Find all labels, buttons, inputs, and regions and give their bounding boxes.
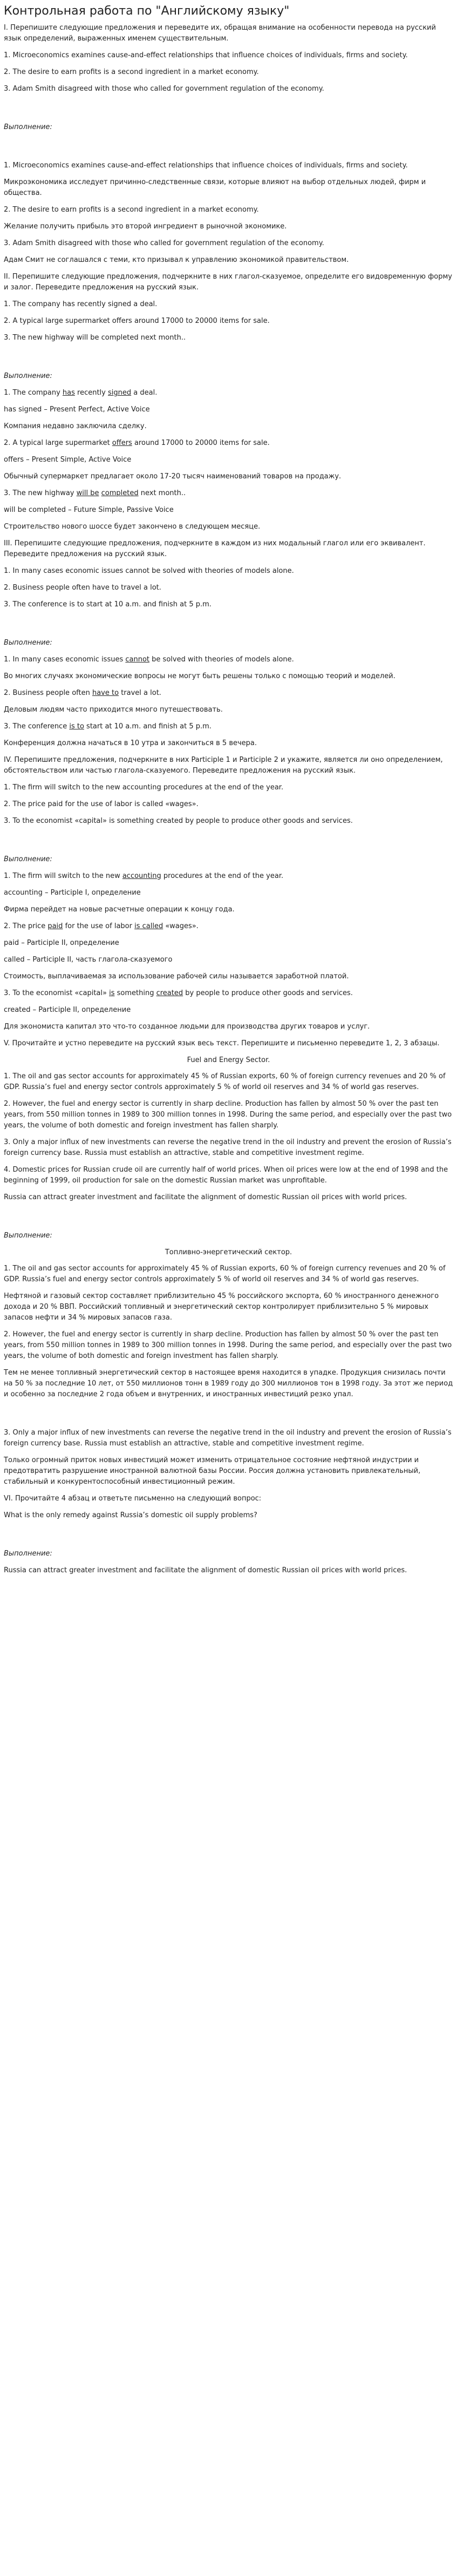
task-3-translation-3: Конференция должна начаться в 10 утра и закончиться в 5 вечера. — [4, 739, 257, 747]
text-paragraph-4: 4. Domestic prices for Russian crude oil are currently half of world prices. When oil prices were low at the end of 1998 and the beginning of 1999, oil production for sale on the domestic Russian market was unprofitable. — [4, 1166, 448, 1185]
text-title: Fuel and Energy Sector. — [187, 1056, 270, 1064]
text-paragraph-1: 1. The oil and gas sector accounts for approximately 45 % of Russian exports, 60 % of foreign currency revenues and 20 % of GDP. Russia’s fuel and energy sector controls approximately 5 % of world oil reserves and 34 % of world gas reserves. — [4, 1072, 446, 1091]
text: recently — [74, 389, 108, 397]
text: something — [114, 989, 156, 997]
task-2-sentence-1: 1. The company has recently signed a deal. — [4, 300, 158, 308]
underlined-verb: completed — [101, 489, 139, 497]
text: 1. The firm will switch to the new — [4, 872, 122, 880]
task-1-sentence-1: 1. Microeconomics examines cause-and-effect relationships that influence choices of individuals, firms and society. — [4, 51, 408, 59]
underlined-participle: is called — [134, 922, 163, 930]
task-6-answer: Russia can attract greater investment and facilitate the alignment of domestic Russian oil prices with world prices. — [4, 1566, 407, 1574]
task-2-translation-1: Компания недавно заключила сделку. — [4, 422, 147, 430]
text: 3. The new highway — [4, 489, 77, 497]
solution-label: Выполнение: — [4, 1550, 52, 1558]
solution-label: Выполнение: — [4, 123, 52, 131]
text: procedures at the end of the year. — [161, 872, 284, 880]
text: 3. To the economist «capital» — [4, 989, 110, 997]
text: for the use of labor — [63, 922, 135, 930]
underlined-modal: cannot — [125, 655, 150, 664]
underlined-participle: accounting — [122, 872, 161, 880]
text: 3. The conference — [4, 722, 70, 731]
task-5-instruction: V. Прочитайте и устно переведите на русский язык весь текст. Перепишите и письменно переведите 1, 2, 3 абзацы. — [4, 1039, 440, 1047]
task-4-answer-3 — [4, 988, 453, 999]
text: around 17000 to 20000 items for sale. — [132, 439, 270, 447]
solution-label: Выполнение: — [4, 855, 52, 863]
solution-label: Выполнение: — [4, 639, 52, 647]
task-4-sentence-1: 1. The firm will switch to the new accounting procedures at the end of the year. — [4, 783, 284, 792]
task-4-form-2a: paid – Participle II, определение — [4, 939, 119, 947]
task-1-sentence-2: 2. The desire to earn profits is a second ingredient in a market economy. — [4, 68, 259, 76]
task-2-form-1: has signed – Present Perfect, Active Voice — [4, 405, 150, 414]
spacer — [4, 139, 453, 160]
task-2-form-3: will be completed – Future Simple, Passive Voice — [4, 506, 174, 514]
task-1-translation-3: Адам Смит не соглашался с теми, кто призывал к управлению экономикой правительством. — [4, 256, 349, 264]
task-5-translation-3: Только огромный приток новых инвестиций может изменить отрицательное состояние нефтяной индустрии и предотвратить разрушение иностранной валютной базы России. Россия должна установить привлекательный, стабильный и конкурентоспособный инвестиционный режим. — [4, 1456, 421, 1486]
task-5-translation-2: Тем не менее топливный энергетический сектор в настоящее время находится в упадке. Продукция снизилась почти на 50 % за последние 10 лет, от 550 миллионов тонн в 1989 году до 300 миллионов тон в 1998 году. За этот же период и особенно за последние 2 года объем и внутренних, и иностранных инвестиций резко упал. — [4, 1369, 453, 1398]
task-3-answer-2 — [4, 688, 453, 699]
task-2-instruction: II. Перепишите следующие предложения, подчеркните в них глагол-сказуемое, определите его видовременную форму и залог. Переведите предложения на русский язык. — [4, 273, 452, 292]
task-5-original-1: 1. The oil and gas sector accounts for approximately 45 % of Russian exports, 60 % of foreign currency revenues and 20 % of GDP. Russia’s fuel and energy sector controls approximately 5 % of world oil reserves and 34 % of world gas reserves. — [4, 1265, 446, 1283]
text-paragraph-5: Russia can attract greater investment and facilitate the alignment of domestic Russian oil prices with world prices. — [4, 1193, 407, 1201]
solution-label: Выполнение: — [4, 1232, 52, 1240]
task-6-question: What is the only remedy against Russia’s domestic oil supply problems? — [4, 1511, 257, 1519]
task-4-sentence-2: 2. The price paid for the use of labor is called «wages». — [4, 800, 199, 808]
spacer — [4, 100, 453, 122]
text: by people to produce other goods and services. — [183, 989, 353, 997]
underlined-participle: paid — [47, 922, 63, 930]
task-3-sentence-1: 1. In many cases economic issues cannot be solved with theories of models alone. — [4, 567, 294, 575]
task-3-sentence-3: 3. The conference is to start at 10 a.m. and finish at 5 p.m. — [4, 600, 212, 608]
task-4-answer-2 — [4, 921, 453, 932]
task-4-instruction: IV. Перепишите предложения, подчеркните в них Participle 1 и Participle 2 и укажите, является ли оно определением, обстоятельством или частью глагола-сказуемого. Переведите предложения на русский язык. — [4, 756, 443, 775]
task-3-translation-1: Во многих случаях экономические вопросы не могут быть решены только с помощью теорий и моделей. — [4, 672, 395, 680]
task-1-answer-2: 2. The desire to earn profits is a second ingredient in a market economy. — [4, 206, 259, 214]
text: 1. In many cases economic issues — [4, 655, 126, 664]
page-title: Контрольная работа по "Английскому языку" — [4, 4, 290, 18]
task-4-form-3: created – Participle II, определение — [4, 1006, 131, 1014]
text: be solved with theories of models alone. — [149, 655, 294, 664]
task-6-instruction: VI. Прочитайте 4 абзац и ответьте письменно на следующий вопрос: — [4, 1495, 262, 1503]
task-2-translation-2: Обычный супермаркет предлагает около 17-20 тысяч наименований товаров на продажу. — [4, 472, 342, 481]
task-3-instruction: III. Перепишите следующие предложения, подчеркните в каждом из них модальный глагол или его эквивалент. Переведите предложения на русский язык. — [4, 539, 426, 558]
task-4-answer-1 — [4, 871, 453, 882]
spacer — [4, 833, 453, 854]
task-2-answer-3 — [4, 488, 453, 499]
text: 2. Business people often — [4, 689, 92, 697]
underlined-modal: is to — [69, 722, 84, 731]
task-3-answer-1 — [4, 654, 453, 665]
underlined-verb: offers — [112, 439, 132, 447]
task-4-form-2b: called – Participle II, часть глагола-сказуемого — [4, 956, 173, 964]
task-1-translation-2: Желание получить прибыль это второй ингредиент в рыночной экономике. — [4, 222, 287, 231]
text: «wages». — [163, 922, 199, 930]
task-2-answer-1 — [4, 388, 453, 398]
task-2-answer-2 — [4, 438, 453, 449]
underlined-verb: signed — [108, 389, 132, 397]
task-3-answer-3 — [4, 721, 453, 732]
task-1-sentence-3: 3. Adam Smith disagreed with those who called for government regulation of the economy. — [4, 85, 324, 93]
task-5-original-3: 3. Only a major influx of new investments can reverse the negative trend in the oil industry and prevent the erosion of Russia’s foreign currency base. Russia must establish an attractive, stable and competitive investment regime. — [4, 1429, 452, 1448]
underlined-verb: is — [109, 989, 115, 997]
spacer — [4, 616, 453, 638]
spacer — [4, 349, 453, 371]
underlined-modal: have to — [92, 689, 119, 697]
task-3-translation-2: Деловым людям часто приходится много путешествовать. — [4, 706, 223, 714]
task-4-form-1: accounting – Participle I, определение — [4, 889, 141, 897]
task-5-translation-1: Нефтяной и газовый сектор составляет приблизительно 45 % российского экспорта, 60 % иностранного денежного дохода и 20 % ВВП. Российский топливный и энергетический сектор контролирует приблизительно 5 % мировых запасов нефти и 34 % мировых запасов газа. — [4, 1292, 439, 1322]
task-1-instruction: I. Перепишите следующие предложения и переведите их, обращая внимание на особенности перевода на русский язык определений, выраженных именем существительным. — [4, 24, 436, 43]
task-4-translation-3: Для экономиста капитал это что-то созданное людьми для производства других товаров и услуг. — [4, 1023, 370, 1031]
text: 2. The price — [4, 922, 48, 930]
task-4-sentence-3: 3. To the economist «capital» is something created by people to produce other goods and services. — [4, 817, 353, 825]
text: next month.. — [138, 489, 186, 497]
underlined-participle: created — [156, 989, 183, 997]
text: start at 10 a.m. and finish at 5 p.m. — [84, 722, 212, 731]
text: 2. A typical large supermarket — [4, 439, 112, 447]
task-3-sentence-2: 2. Business people often have to travel a lot. — [4, 584, 161, 592]
underlined-verb: has — [62, 389, 75, 397]
text-paragraph-3: 3. Only a major influx of new investments can reverse the negative trend in the oil industry and prevent the erosion of Russia’s foreign currency base. Russia must establish an attractive, stable and competitive investment regime. — [4, 1138, 452, 1157]
text: 1. The company — [4, 389, 63, 397]
task-1-answer-3: 3. Adam Smith disagreed with those who called for government regulation of the economy. — [4, 239, 324, 247]
task-2-translation-3: Строительство нового шоссе будет закончено в следующем месяце. — [4, 523, 261, 531]
task-4-translation-1: Фирма перейдет на новые расчетные операции к концу года. — [4, 905, 235, 914]
task-2-sentence-2: 2. A typical large supermarket offers around 17000 to 20000 items for sale. — [4, 317, 270, 325]
translation-title: Топливно-энергетический сектор. — [165, 1248, 292, 1256]
text: travel a lot. — [119, 689, 161, 697]
task-2-sentence-3: 3. The new highway will be completed next month.. — [4, 334, 186, 342]
underlined-verb: will be — [76, 489, 99, 497]
task-1-translation-1: Микроэкономика исследует причинно-следственные связи, которые влияют на выбор отдельных людей, фирм и общества. — [4, 178, 426, 197]
task-2-form-2: offers – Present Simple, Active Voice — [4, 456, 132, 464]
solution-label: Выполнение: — [4, 372, 52, 380]
text-paragraph-2: 2. However, the fuel and energy sector is currently in sharp decline. Production has fallen by almost 50 % over the past ten years, from 550 million tonnes in 1989 to 300 million tonnes in 1998. During the same period, and especially over the past two years, the volume of both domestic and foreign investment has fallen sharply. — [4, 1100, 452, 1130]
task-4-translation-2: Стоимость, выплачиваемая за использование рабочей силы называется заработной платой. — [4, 972, 349, 981]
spacer — [4, 1406, 453, 1428]
spacer — [4, 1209, 453, 1230]
text: a deal. — [131, 389, 158, 397]
spacer — [4, 1527, 453, 1549]
task-5-original-2: 2. However, the fuel and energy sector is currently in sharp decline. Production has fallen by almost 50 % over the past ten years, from 550 million tonnes in 1989 to 300 million tonnes in 1998. During the same period, and especially over the past two years, the volume of both domestic and foreign investment has fallen sharply. — [4, 1330, 452, 1360]
task-1-answer-1: 1. Microeconomics examines cause-and-effect relationships that influence choices of individuals, firms and society. — [4, 161, 408, 170]
